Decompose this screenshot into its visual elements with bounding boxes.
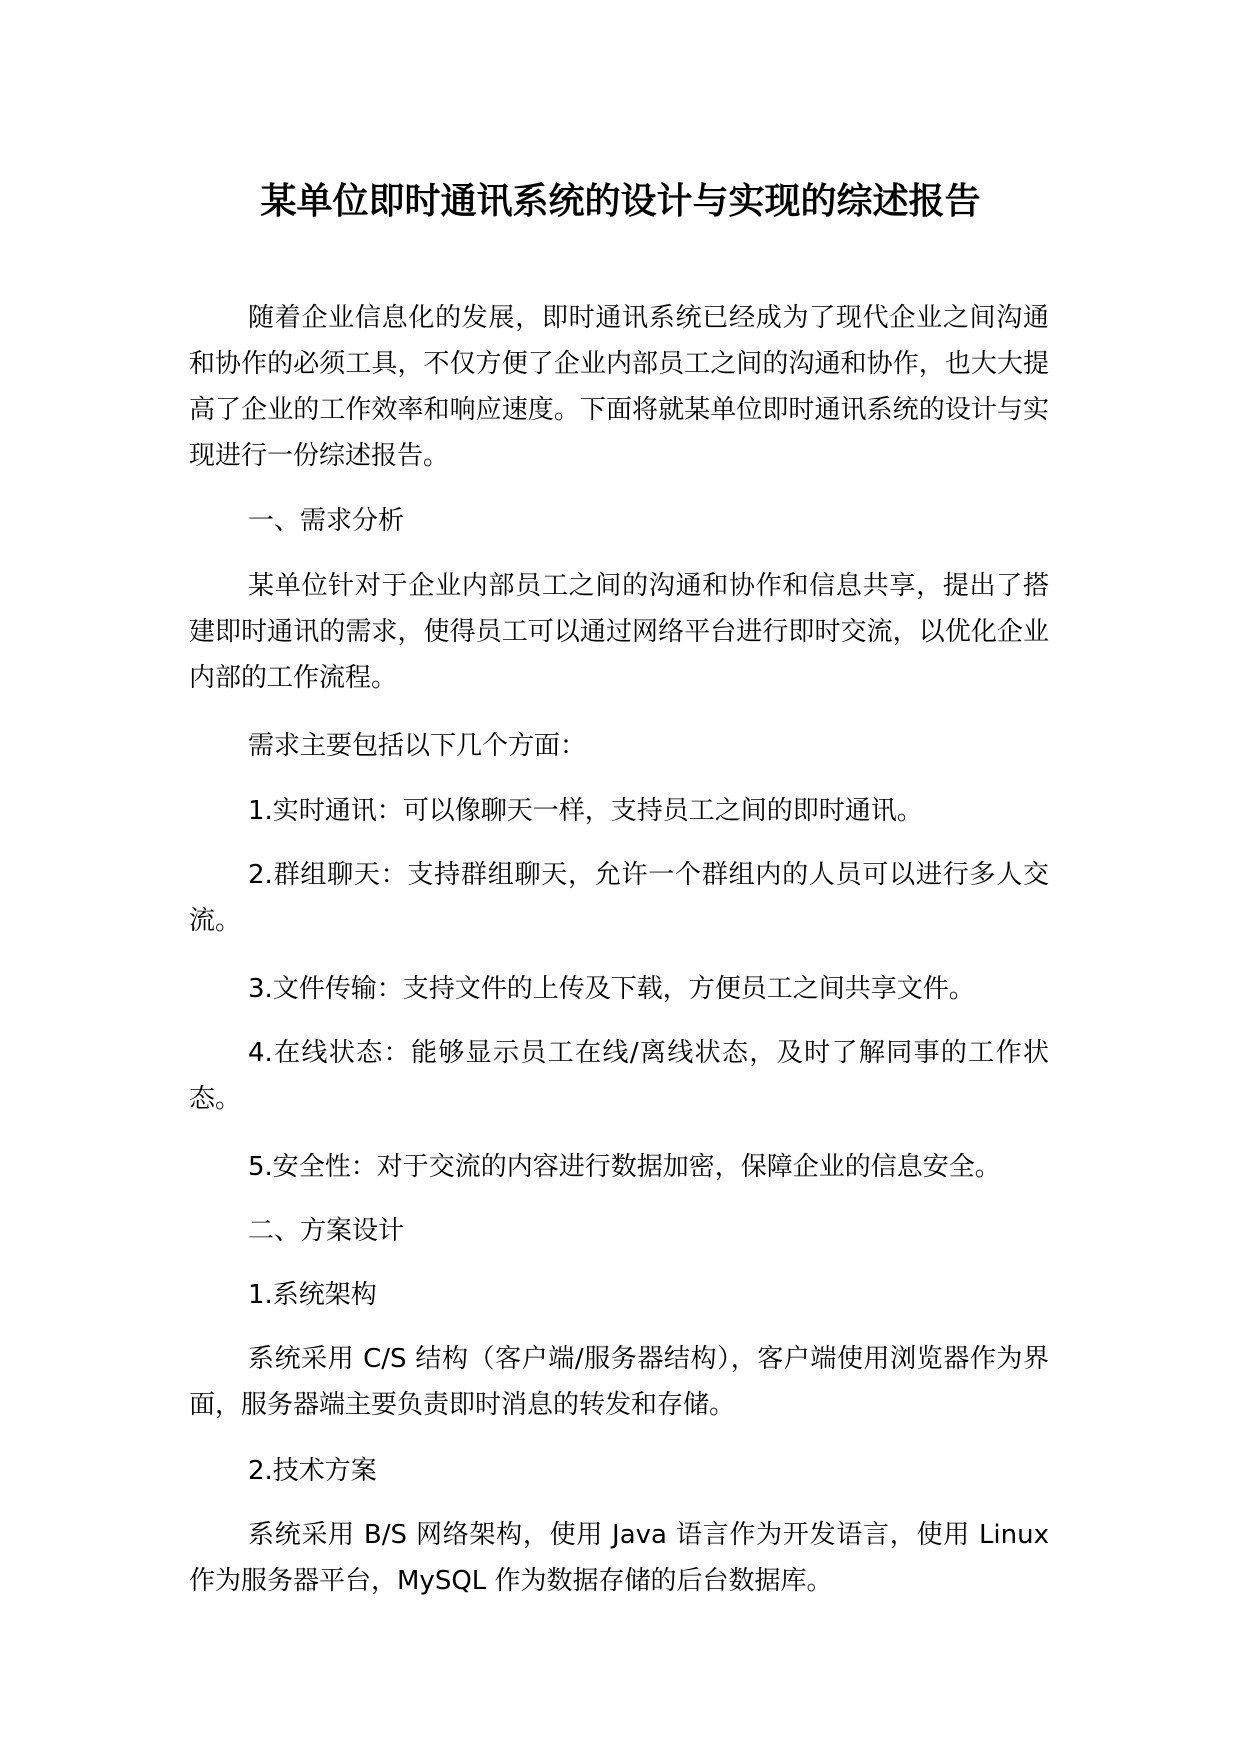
- list-item-security: 5.安全性：对于交流的内容进行数据加密，保障企业的信息安全。: [248, 1152, 1001, 1182]
- list-item-file-transfer: 3.文件传输：支持文件的上传及下载，方便员工之间共享文件。: [248, 974, 975, 1004]
- subheading-technical-solution: 2.技术方案: [248, 1456, 377, 1486]
- heading-requirements: 一、需求分析: [248, 506, 405, 536]
- list-item-realtime: 1.实时通讯：可以像聊天一样，支持员工之间的即时通讯。: [248, 796, 923, 826]
- document-title: 某单位即时通讯系统的设计与实现的综述报告: [260, 181, 981, 222]
- heading-solution-design: 二、方案设计: [248, 1216, 405, 1246]
- subheading-architecture: 1.系统架构: [248, 1280, 377, 1310]
- paragraph-intro: 随着企业信息化的发展，即时通讯系统已经成为了现代企业之间沟通和协作的必须工具，不仅方便了企业内部员工之间的沟通和协作，也大大提高了企业的工作效率和响应速度。下面将就某单位即时通讯系统的设计与实现进行一份综述报告。: [189, 303, 1049, 471]
- list-item-online-status: 4.在线状态：能够显示员工在线/离线状态，及时了解同事的工作状态。: [189, 1038, 1049, 1114]
- paragraph-technical-solution: 系统采用 B/S 网络架构，使用 Java 语言作为开发语言，使用 Linux 作为服务器平台，MySQL 作为数据存储的后台数据库。: [189, 1520, 1049, 1596]
- list-item-group-chat: 2.群组聊天：支持群组聊天，允许一个群组内的人员可以进行多人交流。: [189, 860, 1049, 936]
- paragraph-requirements-list-intro: 需求主要包括以下几个方面：: [248, 731, 587, 761]
- paragraph-architecture: 系统采用 C/S 结构（客户端/服务器结构），客户端使用浏览器作为界面，服务器端主要负责即时消息的转发和存储。: [189, 1344, 1049, 1420]
- paragraph-requirements: 某单位针对于企业内部员工之间的沟通和协作和信息共享，提出了搭建即时通讯的需求，使得员工可以通过网络平台进行即时交流，以优化企业内部的工作流程。: [189, 571, 1049, 693]
